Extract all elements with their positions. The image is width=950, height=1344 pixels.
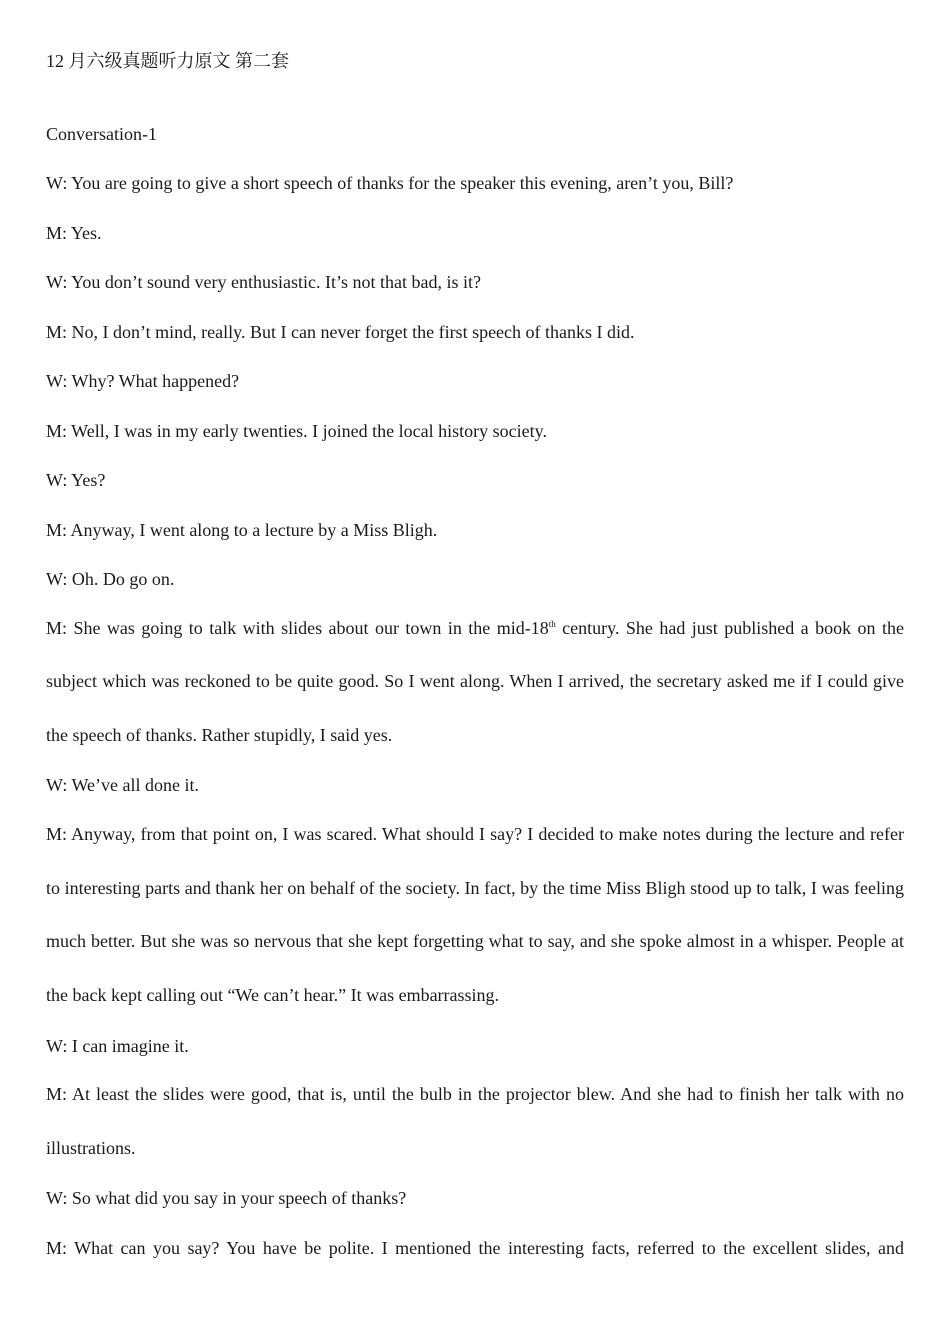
transcript-line: W: You are going to give a short speech of thanks for the speaker this evening, aren’t you, Bill? bbox=[46, 173, 734, 193]
transcript-line: W: We’ve all done it. bbox=[46, 775, 199, 796]
transcript-line: M: At least the slides were good, that is, until the bulb in the projector blew. And she had to finish her talk with no illustrations. bbox=[46, 1084, 904, 1158]
transcript-line: W: So what did you say in your speech of thanks? bbox=[46, 1188, 407, 1209]
transcript-line: W: Why? What happened? bbox=[46, 371, 240, 391]
transcript-line: W: I can imagine it. bbox=[46, 1035, 189, 1056]
transcript-line: M: No, I don’t mind, really. But I can never forget the first speech of thanks I did. bbox=[46, 321, 635, 342]
transcript bbox=[46, 170, 904, 1284]
transcript-text: century. She had just published a book on the subject which was reckoned to be quite good. So I went along. When I arrived, the secretary asked me if I could give the speech of thanks. Rather stupidly, I said yes. bbox=[46, 617, 904, 746]
document-title: 12 月六级真题听力原文 第二套 bbox=[46, 51, 289, 71]
transcript-line: W: Oh. Do go on. bbox=[46, 569, 175, 589]
section-title: Conversation-1 bbox=[46, 124, 157, 144]
transcript-line: W: Yes? bbox=[46, 470, 106, 490]
transcript-line bbox=[46, 602, 904, 763]
transcript-text: M: She was going to talk with slides about our town in the mid-18 bbox=[46, 617, 549, 638]
transcript-line: M: Yes. bbox=[46, 222, 102, 243]
ordinal-suffix: th bbox=[548, 618, 556, 629]
transcript-line: M: Anyway, from that point on, I was scared. What should I say? I decided to make notes during the lecture and refer to interesting parts and thank her on behalf of the society. In fact, by the time Miss Bligh stood up to talk, I was feeling much better. But she was so nervous that she kept forgetting what to say, and she spoke almost in a whisper. People at the back kept calling out “We can’t hear.” It was embarrassing. bbox=[46, 823, 904, 1006]
transcript-line: W: You don’t sound very enthusiastic. It’s not that bad, is it? bbox=[46, 272, 481, 292]
transcript-line: M: What can you say? You have be polite. I mentioned the interesting facts, referred to the excellent slides, and bbox=[46, 1237, 904, 1258]
transcript-line: M: Anyway, I went along to a lecture by a Miss Bligh. bbox=[46, 519, 438, 540]
transcript-line: M: Well, I was in my early twenties. I joined the local history society. bbox=[46, 420, 547, 441]
